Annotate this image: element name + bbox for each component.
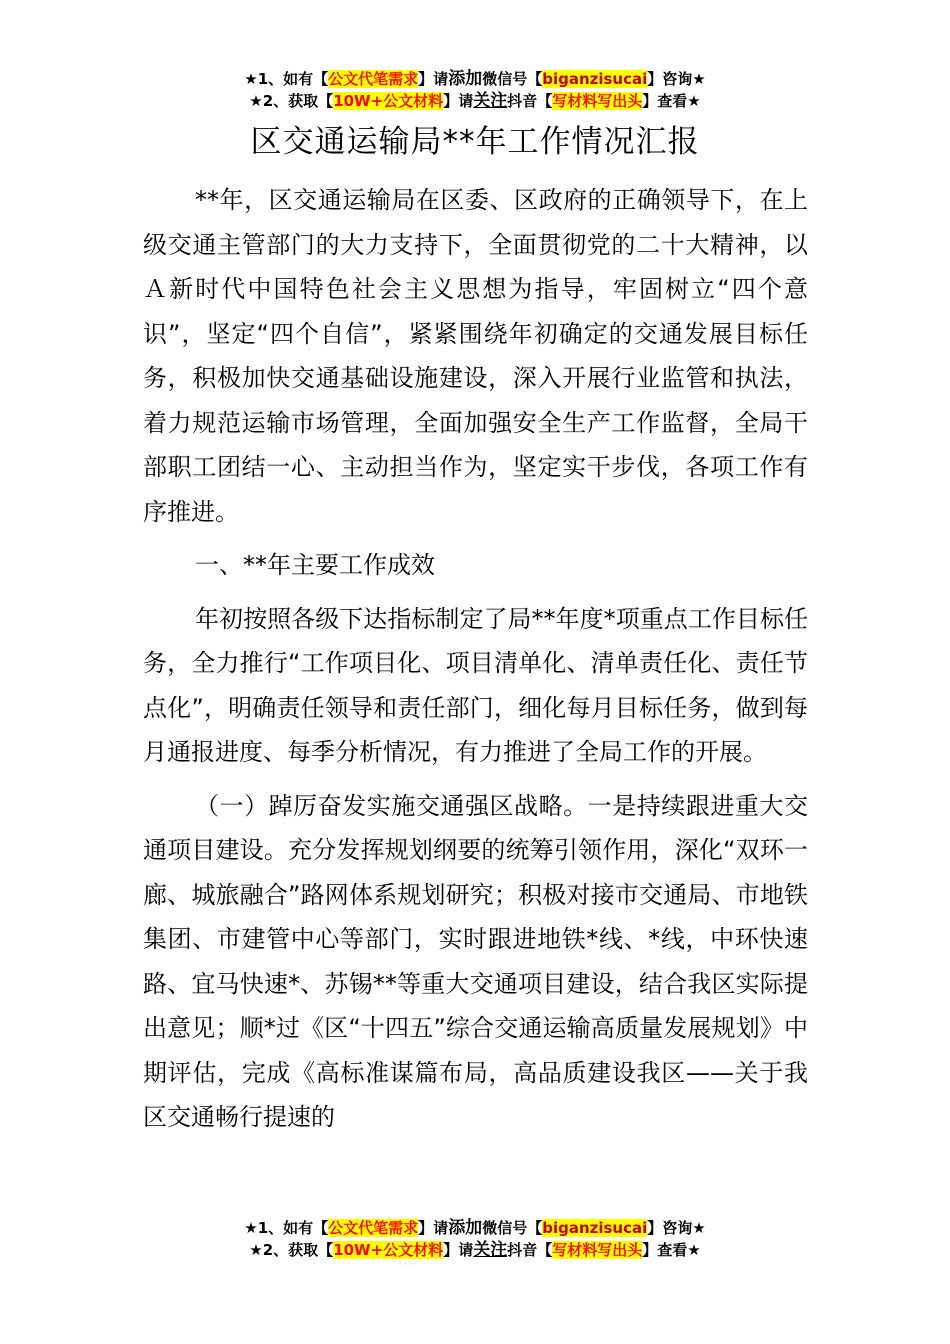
promo-highlight: 10W+公文材料 (333, 1241, 444, 1259)
promo-text: ★2、获取【 (249, 92, 334, 110)
promo-highlight: 公文代笔需求 (328, 70, 419, 88)
promo-highlight: 10W+公文材料 (333, 92, 444, 110)
paragraph-intro: **年，区交通运输局在区委、区政府的正确领导下，在上级交通主管部门的大力支持下，全面贯彻党的二十大精神，以Ａ新时代中国特色社会主义思想为指导，牢固树立“四个意识”，坚定“四个自信”，紧紧围绕年初确定的交通发展目标任务，积极加快交通基础设施建设，深入开展行业监管和执法，着力规范运输市场管理，全面加强安全生产工作监督，全局干部职工团结一心、主动担当作为，坚定实干步伐，各项工作有序推进。 (143, 186, 808, 526)
promo-text: 】咨询★ (647, 70, 706, 88)
promo-text: 】查看★ (642, 1241, 701, 1259)
promo-text: 抖音【 (507, 1241, 553, 1259)
promo-text: 】查看★ (642, 92, 701, 110)
paragraph-targets: 年初按照各级下达指标制定了局**年度*项重点工作目标任务，全力推行“工作项目化、项目清单化、清单责任化、责任节点化”，明确责任领导和责任部门，细化每月目标任务，做到每月通报进度、每季分析情况，有力推进了全局工作的开展。 (143, 604, 808, 766)
section-heading: 一、**年主要工作成效 (195, 551, 435, 579)
promo-text: 】请 (418, 70, 449, 88)
promo-line-1 (0, 1217, 950, 1239)
promo-wechat-id: biganzisucai (542, 70, 648, 88)
promo-douyin-id: 写材料写出头 (552, 92, 643, 110)
promo-highlight: 公文代笔需求 (328, 1219, 419, 1237)
top-promo-banner (0, 68, 950, 112)
promo-text: 微信号【 (482, 1219, 543, 1237)
promo-line-1 (0, 68, 950, 90)
bottom-promo-banner (0, 1217, 950, 1261)
promo-emphasis: 关注 (473, 1240, 508, 1260)
promo-text: ★1、如有【 (244, 1219, 329, 1237)
promo-text: 】请 (443, 92, 474, 110)
promo-text: ★2、获取【 (249, 1241, 334, 1259)
promo-text: ★1、如有【 (244, 70, 329, 88)
promo-emphasis: 添加 (448, 69, 483, 89)
paragraph-strategy: （一）踔厉奋发实施交通强区战略。一是持续跟进重大交通项目建设。充分发挥规划纲要的统筹引领作用，深化“双环一廊、城旅融合”路网体系规划研究；积极对接市交通局、市地铁集团、市建管中心等部门，实时跟进地铁*线、*线，中环快速路、宜马快速*、苏锡**等重大交通项目建设，结合我区实际提出意见；顺*过《区“十四五”综合交通运输高质量发展规划》中期评估，完成《高标准谋篇布局，高品质建设我区——关于我区交通畅行提速的 (143, 791, 808, 1131)
promo-text: 微信号【 (482, 70, 543, 88)
promo-wechat-id: biganzisucai (542, 1219, 648, 1237)
promo-text: 抖音【 (507, 92, 553, 110)
promo-emphasis: 关注 (473, 91, 508, 111)
document-body (143, 178, 808, 1140)
promo-text: 】咨询★ (647, 1219, 706, 1237)
promo-text: 】请 (418, 1219, 449, 1237)
promo-douyin-id: 写材料写出头 (552, 1241, 643, 1259)
promo-emphasis: 添加 (448, 1218, 483, 1238)
document-title: 区交通运输局**年工作情况汇报 (250, 124, 700, 160)
promo-line-2 (0, 90, 950, 112)
promo-text: 】请 (443, 1241, 474, 1259)
promo-line-2 (0, 1239, 950, 1261)
